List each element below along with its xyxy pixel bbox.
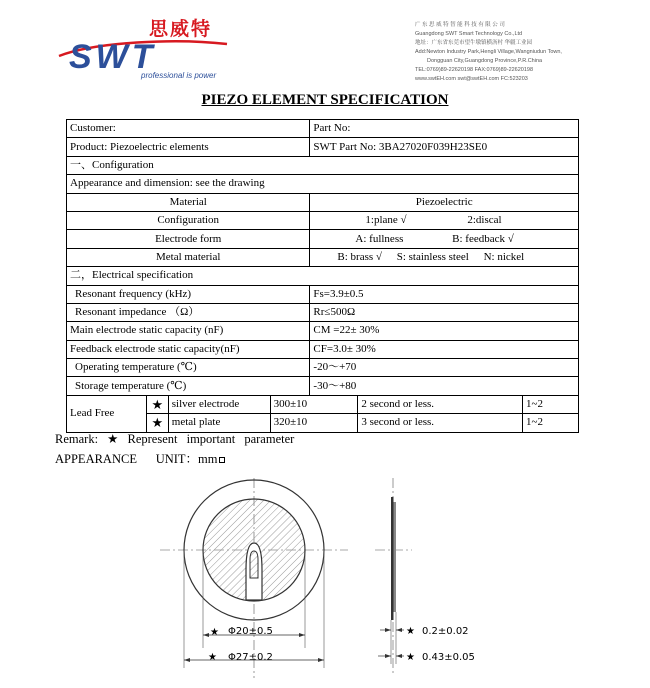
page-title: PIEZO ELEMENT SPECIFICATION <box>201 92 449 108</box>
company-line: www.swtEH.com swt@swtEH.com FC:523203 <box>415 76 528 82</box>
company-info <box>415 21 645 84</box>
company-line: 地址：广东省东莞市望牛墩镇横沥村 华疆工业园 <box>415 40 533 46</box>
material-value: Piezoelectric <box>310 193 579 211</box>
table-row <box>67 193 579 211</box>
material-label: Material <box>67 193 310 211</box>
table-row <box>67 395 579 413</box>
customer-cell: Customer: <box>67 120 310 138</box>
table-row <box>67 303 579 321</box>
operating-temp-value: -20～+70 <box>310 359 579 377</box>
lead-free-label: Lead Free <box>67 395 147 432</box>
table-row <box>67 175 579 193</box>
company-line: Add:Newton Industry Park,Hengli Village,Wangniudun Town, <box>415 49 562 55</box>
electrode-option: A: fullness <box>355 232 404 245</box>
lead-time: 2 second or less. <box>358 395 523 413</box>
table-row <box>67 211 579 229</box>
section-configuration: 一、Configuration <box>67 156 579 174</box>
logo-swt-text: SWT <box>69 38 157 72</box>
table-row <box>67 230 579 248</box>
lead-temp: 300±10 <box>270 395 358 413</box>
side-metal-plate <box>391 497 394 620</box>
appearance-drawing <box>0 470 650 688</box>
main-capacity-value: CM =22± 30% <box>310 322 579 340</box>
lead-item: metal plate <box>168 414 270 432</box>
product-cell: Product: Piezoelectric elements <box>67 138 310 156</box>
remark-text: Remark: ★ Represent important parameter <box>55 432 295 446</box>
table-row <box>67 267 579 285</box>
table-row <box>67 359 579 377</box>
swt-part-no-cell: SWT Part No: 3BA27020F039H23SE0 <box>310 138 579 156</box>
lead-count: 1~2 <box>523 414 579 432</box>
dim-thickness-plate: 0.2±0.02 <box>422 626 469 637</box>
spec-table <box>66 119 579 433</box>
operating-temp-label: Operating temperature (℃) <box>67 359 310 377</box>
metal-option: B: brass √ <box>337 250 382 263</box>
feedback-capacity-value: CF=3.0± 30% <box>310 340 579 358</box>
main-capacity-label: Main electrode static capacity (nF) <box>67 322 310 340</box>
electrode-value <box>310 230 579 248</box>
metal-option: N: nickel <box>483 250 525 263</box>
star-icon: ★ <box>210 627 219 638</box>
table-row <box>67 285 579 303</box>
part-no-cell: Part No: <box>310 120 579 138</box>
metal-label: Metal material <box>67 248 310 266</box>
dim-thickness-total: 0.43±0.05 <box>422 652 475 663</box>
dim-inner-diameter: Φ20±0.5 <box>228 626 273 637</box>
side-ceramic <box>394 502 397 612</box>
dim-outer-diameter: Φ27±0.2 <box>228 652 273 663</box>
star-icon: ★ <box>146 414 168 432</box>
slogan: professional is power <box>141 71 217 80</box>
appearance-dimension-cell: Appearance and dimension: see the drawing <box>67 175 579 193</box>
star-icon: ★ <box>406 626 415 637</box>
configuration-label: Configuration <box>67 211 310 229</box>
lead-time: 3 second or less. <box>358 414 523 432</box>
star-icon: ★ <box>146 395 168 413</box>
table-row <box>67 156 579 174</box>
small-box-icon <box>219 457 225 463</box>
resonant-frequency-label: Resonant frequency (kHz) <box>67 285 310 303</box>
company-line: 广 东 思 威 特 智 能 科 技 有 限 公 司 <box>415 22 505 28</box>
star-icon: ★ <box>406 652 415 663</box>
lead-temp: 320±10 <box>270 414 358 432</box>
company-line: Guangdong SWT Smart Technology Co.,Ltd <box>415 31 523 37</box>
lead-count: 1~2 <box>523 395 579 413</box>
appearance-heading: APPEARANCE UNIT：mm <box>55 449 225 467</box>
star-icon: ★ <box>208 652 217 663</box>
configuration-option: 2:discal <box>467 214 502 227</box>
company-line: TEL:0769)89-22620198 FAX:0769)89-22620198 <box>415 67 534 73</box>
table-row <box>67 340 579 358</box>
resonant-impedance-label: Resonant impedance （Ω） <box>67 303 310 321</box>
table-row <box>67 377 579 395</box>
feedback-tab <box>250 551 258 578</box>
configuration-option: 1:plane √ <box>365 214 407 227</box>
table-row <box>67 322 579 340</box>
table-row <box>67 120 579 138</box>
resonant-frequency-value: Fs=3.9±0.5 <box>310 285 579 303</box>
swt-logo-icon <box>55 34 230 72</box>
table-row <box>67 248 579 266</box>
electrode-option: B: feedback √ <box>452 232 514 245</box>
configuration-value <box>310 211 579 229</box>
electrode-label: Electrode form <box>67 230 310 248</box>
metal-value <box>310 248 579 266</box>
storage-temp-label: Storage temperature (℃) <box>67 377 310 395</box>
resonant-impedance-value: Rr≤500Ω <box>310 303 579 321</box>
metal-option: S: stainless steel <box>396 250 469 263</box>
section-electrical: 二，Electrical specification <box>67 267 579 285</box>
storage-temp-value: -30～+80 <box>310 377 579 395</box>
company-line: Dongguan City,Guangdong Province,P.R.China <box>427 58 543 64</box>
lead-item: silver electrode <box>168 395 270 413</box>
feedback-capacity-label: Feedback electrode static capacity(nF) <box>67 340 310 358</box>
table-row <box>67 138 579 156</box>
logo-chinese-text: 思威特 <box>149 18 213 40</box>
